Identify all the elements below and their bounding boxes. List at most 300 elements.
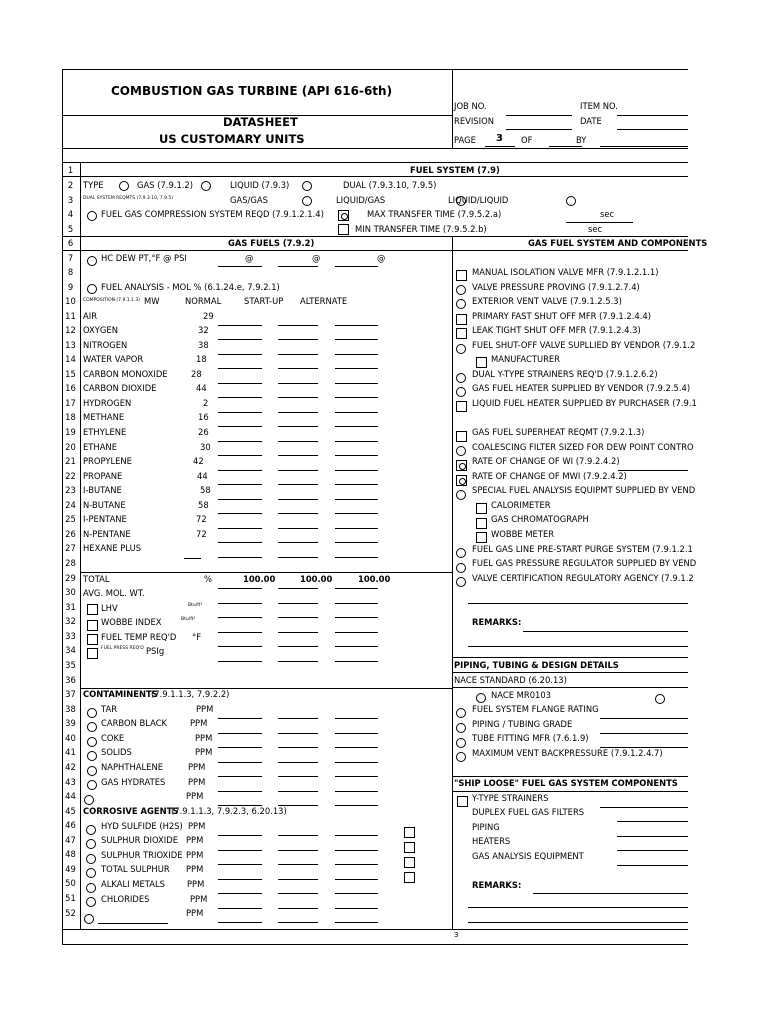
piping-bottom [452,672,688,673]
valve-cert-field[interactable] [468,603,688,604]
row-number: 35 [65,660,76,670]
corrosive-other-field[interactable] [98,923,168,924]
contaminant-name: CARBON BLACK [101,718,168,728]
row-number: 37 [65,689,76,699]
nace-other-radio[interactable] [655,694,665,704]
piping-item: FUEL SYSTEM FLANGE RATING [472,704,599,714]
row-number: 9 [67,282,74,292]
alternate-header: ALTERNATE [300,296,348,306]
contaminant-radio[interactable] [87,780,97,790]
shutoff-vendor-radio[interactable] [456,344,466,354]
header-divider [452,69,453,149]
page-number: 3 [496,133,503,144]
type-dual-radio[interactable] [302,181,312,191]
ship-top [452,776,688,777]
gfs-item: FUEL GAS PRESSURE REGULATOR SUPPLIED BY VEND [472,558,697,568]
corrosive-heading: CORROSIVE AGENTS [83,806,179,816]
vent-backpressure-radio[interactable] [456,752,466,762]
contaminant-unit: PPM [188,762,206,772]
component-name: PROPYLENE [83,456,132,466]
gfs-item: GAS FUEL SUPERHEAT REQMT (7.9.2.1.3) [472,427,645,437]
gfs-item: EXTERIOR VENT VALVE (7.9.1.2.5.3) [472,296,622,306]
hc-dew-at-3: @ [377,253,386,263]
gas-heater-radio[interactable] [456,387,466,397]
corrosive-name: HYD SULFIDE (H2S) [101,821,183,831]
corrosive-unit: PPM [186,864,204,874]
contaminant-unit: PPM [186,791,204,801]
row-number: 33 [65,631,76,641]
wobbe-label: WOBBE INDEX [101,617,162,627]
min-transfer-checkbox[interactable] [338,224,349,235]
row-number: 31 [65,602,76,612]
item-no-label: ITEM NO. [580,101,618,111]
y-strainers-radio[interactable] [456,373,466,383]
component-mw: 28 [191,369,202,379]
total-alternate: 100.00 [358,574,391,584]
row-number: 18 [65,412,76,422]
gfs-item: WOBBE METER [491,529,555,539]
row6-bottom [62,250,688,251]
component-name: NITROGEN [83,340,128,350]
gfs-item: VALVE PRESSURE PROVING (7.9.1.2.7.4) [472,282,640,292]
fuel-press-label: FUEL PRESS REQ'D [101,646,144,651]
row-number: 39 [65,718,76,728]
corrosive-name: CHLORIDES [101,894,150,904]
row-number: 38 [65,704,76,714]
calorimeter-checkbox[interactable] [476,503,487,514]
row-number: 26 [65,529,76,539]
corrosive-name: ALKALI METALS [101,879,165,889]
header-bottom [62,148,688,149]
piping-top [452,657,688,658]
row-number: 32 [65,616,76,626]
component-mw: 58 [198,500,209,510]
ship-item: DUPLEX FUEL GAS FILTERS [472,807,585,817]
gfs-item: VALVE CERTIFICATION REGULATORY AGENCY (7.9.1.2 [472,573,694,583]
component-mw: 58 [200,485,211,495]
corrosive-name: SULPHUR DIOXIDE [101,835,178,845]
piping-heading: PIPING, TUBING & DESIGN DETAILS [454,660,619,670]
component-name: N-BUTANE [83,500,126,510]
gfs-item: PRIMARY FAST SHUT OFF MFR (7.9.1.2.4.4) [472,311,651,321]
component-name: OXYGEN [83,325,118,335]
gfs-item: RATE OF CHANGE OF MWI (7.9.2.4.2) [472,471,627,481]
contaminant-radio[interactable] [87,737,97,747]
ship-item: PIPING [472,822,500,832]
total-normal: 100.00 [243,574,276,584]
piping-item: PIPING / TUBING GRADE [472,719,573,729]
row-number: 19 [65,427,76,437]
of-field[interactable] [549,146,582,147]
frame-bottom-1 [62,929,688,930]
row-number: 1 [67,165,74,175]
primary-shutoff-checkbox[interactable] [456,314,467,325]
liquid-liquid-radio[interactable] [566,196,576,206]
mw-header: MW [144,296,160,306]
nace-mr-label: NACE MR0103 [491,690,552,700]
total-top [80,572,452,573]
rate-mwi-checkbox[interactable] [456,475,467,486]
purge-system-radio[interactable] [456,548,466,558]
remarks2-field-2[interactable] [468,907,688,908]
row-number: 12 [65,325,76,335]
component-mw: 44 [196,383,207,393]
row-number: 30 [65,587,76,597]
row-number: 28 [65,558,76,568]
row-number: 52 [65,908,76,918]
fuel-temp-unit: °F [192,632,202,642]
datasheet-label: DATASHEET [223,115,298,129]
tube-fitting-radio[interactable] [456,738,466,748]
component-mw: 16 [198,412,209,422]
date-label: DATE [580,116,602,126]
row-number: 43 [65,777,76,787]
remarks-field-1[interactable] [523,631,688,632]
row-number: 11 [65,311,76,321]
job-no-field[interactable] [506,115,572,116]
component-name: I-PENTANE [83,514,127,524]
row-number: 45 [65,806,76,816]
header-bottom-2 [62,162,688,163]
gfs-item: COALESCING FILTER SIZED FOR DEW POINT CONTRO [472,442,694,452]
component-name: CARBON MONOXIDE [83,369,168,379]
coalescing-radio[interactable] [456,446,466,456]
row-number: 16 [65,383,76,393]
contaminant-radio[interactable] [87,708,97,718]
row-number: 10 [65,296,76,306]
total-startup: 100.00 [300,574,333,584]
component-mw: 38 [198,340,209,350]
superheat-checkbox[interactable] [456,431,467,442]
manufacturer-checkbox[interactable] [476,357,487,368]
lhv-unit: Btu/ft³ [188,603,203,608]
ship-loose-heading: "SHIP LOOSE" FUEL GAS SYSTEM COMPONENTS [454,778,678,788]
by-label: BY [576,135,587,145]
avg-mol-label: AVG. MOL. WT. [83,588,145,598]
remarks-field-2[interactable] [468,646,688,647]
component-mw: 32 [198,325,209,335]
corrosive-unit: PPM [190,894,208,904]
ship-field[interactable] [600,807,688,808]
hc-dew-radio[interactable] [87,256,97,266]
max-transfer-unit: sec [600,209,615,219]
component-name: N-PENTANE [83,529,131,539]
contaminant-radio[interactable] [84,795,94,805]
corrosive-unit: PPM [188,821,206,831]
manual-isolation-checkbox[interactable] [456,270,467,281]
wobbe-checkbox[interactable] [87,620,98,631]
job-no-label: JOB NO. [454,101,487,111]
gfs-item: SPECIAL FUEL ANALYSIS EQUIPMT SUPPLIED BY VEND [472,485,696,495]
flange-rating-field[interactable] [600,718,688,719]
row-number: 51 [65,893,76,903]
component-name: I-BUTANE [83,485,122,495]
piping-grade-field[interactable] [600,733,688,734]
contaminant-name: SOLIDS [101,747,132,757]
piping-item: MAXIMUM VENT BACKPRESSURE (7.9.1.2.4.7) [472,748,663,758]
row-number: 20 [65,442,76,452]
contaminants-ref: (7.9.1.1.3, 7.9.2.2) [151,689,230,699]
gfs-item: GAS CHROMATOGRAPH [491,514,589,524]
ship-field[interactable] [617,821,688,822]
liquid-liquid-label: LIQUID/LIQUID [448,195,509,205]
special-analysis-radio[interactable] [456,490,466,500]
rate-wi-field[interactable] [618,470,688,471]
piping-grade-radio[interactable] [456,723,466,733]
fuel-analysis-label: FUEL ANALYSIS - MOL % (6.1.24.e, 7.9.2.1) [101,282,280,292]
contaminant-name: NAPHTHALENE [101,762,163,772]
row-number: 15 [65,369,76,379]
gfs-item: DUAL Y-TYPE STRAINERS REQ'D (7.9.1.2.6.2) [472,369,658,379]
ship-bottom [452,791,688,792]
row-number: 50 [65,878,76,888]
hc-dew-field-1[interactable] [218,266,262,267]
compression-label: FUEL GAS COMPRESSION SYSTEM REQD (7.9.1.2.1.4) [101,209,324,219]
max-transfer-field[interactable] [566,222,633,223]
row-number: 17 [65,398,76,408]
type-gas-label: GAS (7.9.1.2) [137,180,194,190]
component-mw: 44 [197,471,208,481]
corrosive-unit: PPM [186,908,204,918]
row-number: 44 [65,791,76,801]
row-number: 8 [67,267,74,277]
ship-field[interactable] [617,850,688,851]
row-number: 36 [65,675,76,685]
row-number: 41 [65,747,76,757]
startup-header: START-UP [244,296,284,306]
row-number: 4 [67,209,74,219]
nace-label: NACE STANDARD (6.20.13) [454,675,567,685]
corrosive-radio[interactable] [84,914,94,924]
gfs-item: RATE OF CHANGE OF WI (7.9.2.4.2) [472,456,620,466]
corrosive-checkbox[interactable] [404,872,415,883]
contaminant-unit: PPM [190,718,208,728]
leak-tight-checkbox[interactable] [456,328,467,339]
row-number: 5 [67,224,74,234]
contaminant-unit: PPM [196,704,214,714]
corrosive-name: SULPHUR TRIOXIDE [101,850,183,860]
gfs-item: MANUFACTURER [491,354,561,364]
row-number: 46 [65,820,76,830]
corrosive-unit: PPM [187,879,205,889]
date-field[interactable] [617,129,688,130]
hc-dew-at-2: @ [312,253,321,263]
gfs-item: GAS FUEL HEATER SUPPLIED BY VENDOR (7.9.2.5.4) [472,383,691,393]
row6-top [62,236,688,237]
component-mw: 2 [203,398,209,408]
frame-top [62,69,688,70]
footer-page-number: 3 [454,931,459,939]
type-label: TYPE [83,180,104,190]
row-number: 29 [65,573,76,583]
row-number: 48 [65,849,76,859]
component-name: HYDROGEN [83,398,132,408]
component-mw: 72 [196,514,207,524]
component-name: CARBON DIOXIDE [83,383,157,393]
compression-radio[interactable] [87,211,97,221]
nace-mr-radio[interactable] [476,693,486,703]
remarks2-field-1[interactable] [533,893,688,894]
component-mw: 26 [198,427,209,437]
row-number: 40 [65,733,76,743]
corrosive-unit: PPM [186,850,204,860]
by-field[interactable] [600,146,688,147]
corrosive-radio[interactable] [86,854,96,864]
composition-label: COMPOSITION (7.9.1.1.3) [83,298,140,303]
fuel-temp-label: FUEL TEMP REQ'D [101,632,177,642]
component-name: METHANE [83,412,125,422]
contaminants-heading: CONTAMINENTS [83,689,158,699]
valve-cert-radio[interactable] [456,577,466,587]
component-name: WATER VAPOR [83,354,144,364]
total-pct: % [204,574,212,584]
lhv-checkbox[interactable] [87,604,98,615]
contaminant-name: GAS HYDRATES [101,777,166,787]
rate-wi-checkbox[interactable] [456,460,467,471]
component-name: ETHANE [83,442,117,452]
ship-item: HEATERS [472,836,511,846]
gas-fuel-system-heading: GAS FUEL SYSTEM AND COMPONENTS [528,238,708,248]
corrosive-radio[interactable] [86,868,96,878]
contaminant-radio[interactable] [87,766,97,776]
row-number: 7 [67,253,74,263]
gas-gas-label: GAS/GAS [230,195,268,205]
min-transfer-unit: sec [588,224,603,234]
lhv-label: LHV [101,603,118,613]
row-number: 14 [65,354,76,364]
fuel-press-checkbox[interactable] [87,648,98,659]
row1-bottom [62,176,688,177]
corrosive-radio[interactable] [86,839,96,849]
row-number: 42 [65,762,76,772]
row-number: 49 [65,864,76,874]
contaminant-unit: PPM [188,777,206,787]
type-liquid-radio[interactable] [201,181,211,191]
exterior-vent-radio[interactable] [456,299,466,309]
nace-bottom [452,687,688,688]
gas-fuels-heading: GAS FUELS (7.9.2) [228,238,315,248]
hexane-mw-field[interactable] [184,558,201,559]
max-transfer-label: MAX TRANSFER TIME (7.9.5.2.a) [367,209,502,219]
flange-rating-radio[interactable] [456,708,466,718]
ship-item: GAS ANALYSIS EQUIPMENT [472,851,584,861]
contaminant-unit: PPM [195,747,213,757]
corrosive-unit: PPM [186,835,204,845]
remarks-label: REMARKS: [472,617,522,627]
contaminant-name: COKE [101,733,125,743]
max-transfer-checkbox[interactable] [338,210,349,221]
remarks2-label: REMARKS: [472,880,522,890]
gfs-item: MANUAL ISOLATION VALVE MFR (7.9.1.2.1.1) [472,267,659,277]
corrosive-radio[interactable] [86,883,96,893]
component-mw: 30 [200,442,211,452]
hc-dew-field-3[interactable] [335,266,378,267]
row-number: 6 [67,238,74,248]
component-name: ETHYLENE [83,427,127,437]
chromatograph-checkbox[interactable] [476,518,487,529]
gas-gas-radio[interactable] [302,196,312,206]
corrosive-radio[interactable] [86,897,96,907]
type-gas-radio[interactable] [119,181,129,191]
ship-field[interactable] [617,836,688,837]
frame-bottom-2 [62,944,688,945]
pressure-regulator-radio[interactable] [456,563,466,573]
hc-dew-field-2[interactable] [278,266,318,267]
y-type-strainers-checkbox[interactable] [457,796,468,807]
hc-dew-label: HC DEW PT,°F @ PSI [101,253,187,263]
hc-dew-at-1: @ [245,253,254,263]
fuel-temp-checkbox[interactable] [87,634,98,645]
component-mw: 18 [196,354,207,364]
corrosive-name: TOTAL SULPHUR [101,864,170,874]
corrosive-checkbox[interactable] [404,857,415,868]
corrosive-radio[interactable] [86,825,96,835]
fuel-analysis-radio[interactable] [87,284,97,294]
item-no-field[interactable] [617,115,688,116]
gfs-item: LEAK TIGHT SHUT OFF MFR (7.9.1.2.4.3) [472,325,641,335]
contaminant-name: TAR [101,704,118,714]
component-name: AIR [83,311,98,321]
row-number: 21 [65,456,76,466]
ship-field[interactable] [617,865,688,866]
component-mw: 29 [203,311,214,321]
gfs-item: FUEL GAS LINE PRE-START PURGE SYSTEM (7.9.1.2.1 [472,544,693,554]
wobbe-unit: Btu/ft³ [181,617,196,622]
psig-label: PSIg [146,646,165,656]
row-number: 27 [65,543,76,553]
row-number: 3 [67,195,74,205]
corrosive-checkbox[interactable] [404,827,415,838]
row-number: 34 [65,645,76,655]
component-mw: 42 [193,456,204,466]
row-number: 13 [65,340,76,350]
fuel-system-heading: FUEL SYSTEM (7.9) [410,165,500,175]
liquid-heater-checkbox[interactable] [456,401,467,412]
component-mw: 72 [196,529,207,539]
row-number: 2 [67,180,74,190]
piping-item: TUBE FITTING MFR (7.6.1.9) [472,733,589,743]
ship-item: Y-TYPE STRAINERS [472,793,549,803]
row-number: 23 [65,485,76,495]
units-label: US CUSTOMARY UNITS [159,132,305,146]
wobbe-meter-checkbox[interactable] [476,532,487,543]
of-label: OF [521,135,533,145]
gfs-item: LIQUID FUEL HEATER SUPPLIED BY PURCHASER (7.9.1 [472,398,697,408]
liquid-gas-label: LIQUID/GAS [336,195,386,205]
normal-header: NORMAL [185,296,222,306]
gfs-item: CALORIMETER [491,500,551,510]
row-number: 25 [65,514,76,524]
contaminant-radio[interactable] [87,722,97,732]
dual-system-reqmts-label: DUAL SYSTEM REQMTS (7.9.3.10, 7.9.5) [83,196,173,201]
remarks2-field-3[interactable] [468,922,688,923]
center-column [452,236,453,930]
min-transfer-label: MIN TRANSFER TIME (7.9.5.2.b) [355,224,487,234]
type-liquid-label: LIQUID (7.9.3) [230,180,290,190]
row-number: 47 [65,835,76,845]
corrosive-checkbox[interactable] [404,842,415,853]
row-number-column [80,162,81,930]
pressure-proving-radio[interactable] [456,285,466,295]
component-name: HEXANE PLUS [83,543,142,553]
gfs-item: FUEL SHUT-OFF VALVE SUPLLIED BY VENDOR (7.9.1.2 [472,340,696,350]
revision-field[interactable] [506,129,572,130]
revision-label: REVISION [454,116,494,126]
type-dual-label: DUAL (7.9.3.10, 7.9.5) [343,180,437,190]
contaminant-radio[interactable] [87,751,97,761]
page-label: PAGE [454,135,476,145]
page-title: COMBUSTION GAS TURBINE (API 616-6th) [111,84,393,98]
